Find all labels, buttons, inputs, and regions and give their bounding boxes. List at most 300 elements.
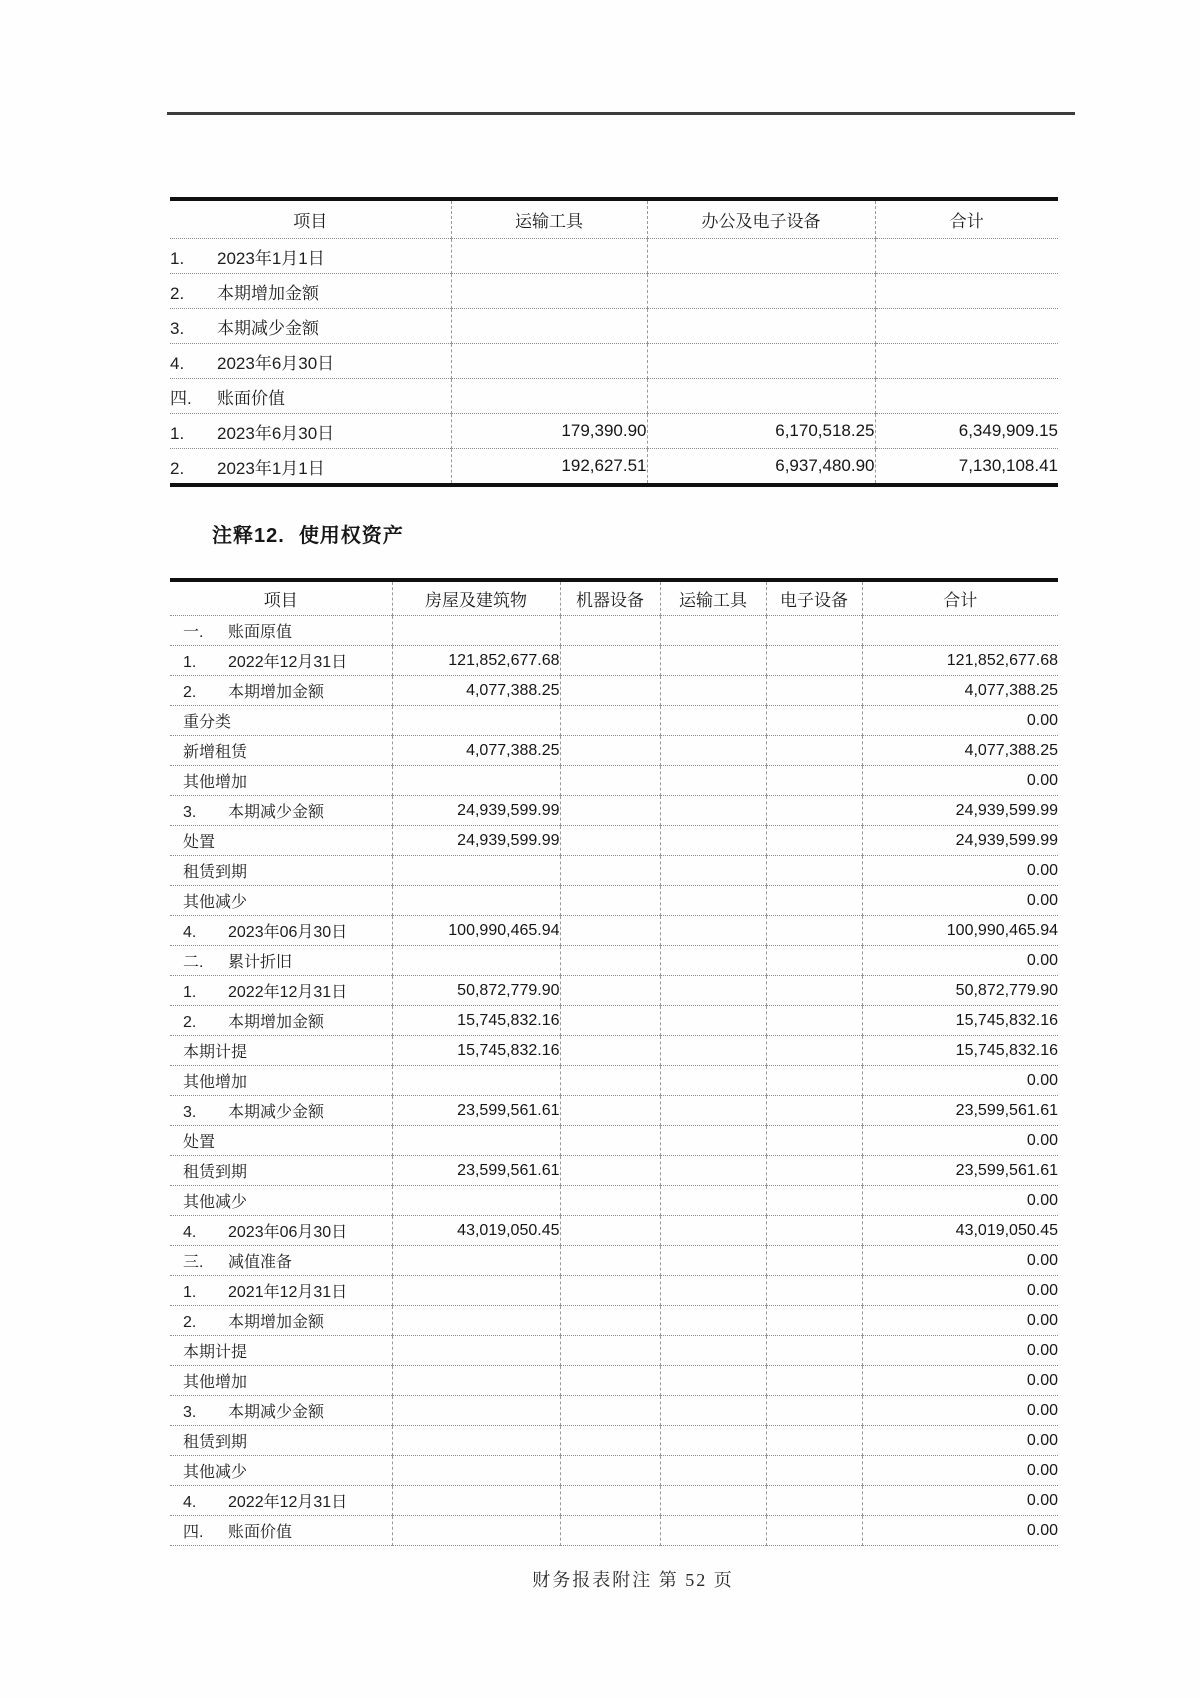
cell-value: 179,390.90 <box>451 414 647 449</box>
cell-value <box>392 1186 560 1216</box>
row-number: 1. <box>183 654 197 671</box>
row-label <box>170 736 392 766</box>
row-label-text: 本期增加金额 <box>217 283 319 303</box>
cell-value <box>766 646 862 676</box>
cell-value <box>660 1336 766 1366</box>
cell-value: 15,745,832.16 <box>392 1036 560 1066</box>
cell-value <box>875 379 1058 414</box>
cell-value <box>392 886 560 916</box>
row-label <box>170 886 392 916</box>
cell-value <box>766 1156 862 1186</box>
cell-value <box>766 1366 862 1396</box>
cell-value <box>560 1036 660 1066</box>
table-row <box>170 1006 1058 1036</box>
fixed-assets-table-body <box>170 239 1058 486</box>
row-label-text: 本期增加金额 <box>228 1314 325 1331</box>
cell-value: 15,745,832.16 <box>862 1036 1058 1066</box>
cell-value <box>560 736 660 766</box>
cell-value <box>392 1426 560 1456</box>
row-label <box>170 856 392 886</box>
table-row <box>170 1306 1058 1336</box>
row-label <box>170 1366 392 1396</box>
right-of-use-assets-table-header <box>170 580 1058 616</box>
cell-value <box>660 796 766 826</box>
cell-value <box>875 274 1058 309</box>
table-row <box>170 1186 1058 1216</box>
row-label <box>170 274 451 309</box>
cell-value <box>660 1126 766 1156</box>
cell-value <box>392 1516 560 1546</box>
cell-value: 100,990,465.94 <box>862 916 1058 946</box>
cell-value <box>660 1396 766 1426</box>
row-number: 4. <box>183 1494 197 1511</box>
table-row <box>170 379 1058 414</box>
row-label-text: 本期减少金额 <box>228 1404 325 1421</box>
cell-value <box>862 616 1058 646</box>
row-label-text: 2021年12月31日 <box>228 1284 348 1301</box>
cell-value <box>647 309 875 344</box>
cell-value <box>766 856 862 886</box>
page-header-rule <box>167 112 1075 115</box>
cell-value: 6,937,480.90 <box>647 449 875 486</box>
cell-value <box>647 274 875 309</box>
cell-value <box>660 916 766 946</box>
table-row <box>170 274 1058 309</box>
cell-value <box>766 916 862 946</box>
cell-value <box>560 826 660 856</box>
cell-value <box>766 796 862 826</box>
row-number: 3. <box>183 1404 197 1421</box>
cell-value <box>660 946 766 976</box>
column-header: 机器设备 <box>560 580 660 616</box>
row-label-text: 2023年06月30日 <box>228 1224 348 1241</box>
row-label <box>170 1246 392 1276</box>
cell-value <box>660 886 766 916</box>
row-label-text: 本期减少金额 <box>228 1104 325 1121</box>
cell-value: 0.00 <box>862 1276 1058 1306</box>
cell-value <box>766 976 862 1006</box>
cell-value: 4,077,388.25 <box>862 736 1058 766</box>
cell-value: 0.00 <box>862 1456 1058 1486</box>
row-label-text: 账面价值 <box>228 1524 293 1541</box>
row-number: 二. <box>183 954 204 971</box>
cell-value <box>560 1306 660 1336</box>
row-label-text: 账面原值 <box>228 624 293 641</box>
cell-value: 0.00 <box>862 1486 1058 1516</box>
cell-value <box>560 1366 660 1396</box>
row-label <box>170 706 392 736</box>
cell-value <box>660 1516 766 1546</box>
row-label-text: 2023年6月30日 <box>217 353 335 373</box>
row-label-text: 2023年1月1日 <box>217 458 325 478</box>
cell-value: 0.00 <box>862 1366 1058 1396</box>
row-number: 1. <box>183 1284 197 1301</box>
cell-value <box>660 1246 766 1276</box>
cell-value: 192,627.51 <box>451 449 647 486</box>
cell-value <box>560 1126 660 1156</box>
column-header: 运输工具 <box>451 199 647 239</box>
table-row <box>170 646 1058 676</box>
table-row <box>170 616 1058 646</box>
row-label <box>170 976 392 1006</box>
table-row <box>170 1486 1058 1516</box>
cell-value: 24,939,599.99 <box>862 796 1058 826</box>
cell-value: 24,939,599.99 <box>392 826 560 856</box>
table-row <box>170 916 1058 946</box>
section-heading <box>212 519 404 548</box>
column-header: 电子设备 <box>766 580 862 616</box>
cell-value <box>560 1336 660 1366</box>
cell-value <box>660 736 766 766</box>
table-row <box>170 1396 1058 1426</box>
cell-value <box>660 1006 766 1036</box>
row-label-text: 2023年6月30日 <box>217 423 335 443</box>
row-number: 2. <box>170 458 185 478</box>
table-row <box>170 766 1058 796</box>
cell-value: 0.00 <box>862 886 1058 916</box>
cell-value: 15,745,832.16 <box>392 1006 560 1036</box>
row-label-text: 本期增加金额 <box>228 684 325 701</box>
cell-value: 0.00 <box>862 946 1058 976</box>
cell-value <box>766 1456 862 1486</box>
table-row <box>170 736 1058 766</box>
page-footer: 财务报表附注 第 52 页 <box>532 1570 734 1590</box>
row-label-text: 其他增加 <box>183 774 248 791</box>
row-number: 2. <box>183 1014 197 1031</box>
table-row <box>170 1516 1058 1546</box>
row-label <box>170 796 392 826</box>
row-label <box>170 766 392 796</box>
cell-value <box>392 1246 560 1276</box>
cell-value: 0.00 <box>862 706 1058 736</box>
cell-value <box>660 856 766 886</box>
cell-value <box>560 916 660 946</box>
cell-value <box>392 1396 560 1426</box>
right-of-use-assets-table <box>170 578 1058 1546</box>
cell-value <box>766 1516 862 1546</box>
cell-value <box>766 1426 862 1456</box>
cell-value <box>647 239 875 274</box>
column-header: 项目 <box>170 199 451 239</box>
row-label <box>170 1276 392 1306</box>
row-label-text: 重分类 <box>183 714 232 731</box>
cell-value <box>875 239 1058 274</box>
row-label-text: 累计折旧 <box>228 954 293 971</box>
table-row <box>170 1276 1058 1306</box>
cell-value: 6,170,518.25 <box>647 414 875 449</box>
cell-value <box>766 1066 862 1096</box>
header-row <box>170 580 1058 616</box>
fixed-assets-table <box>170 197 1058 487</box>
row-label-text: 本期计提 <box>183 1344 248 1361</box>
cell-value: 50,872,779.90 <box>392 976 560 1006</box>
row-label <box>170 1036 392 1066</box>
row-label-text: 租赁到期 <box>183 1164 248 1181</box>
cell-value: 4,077,388.25 <box>862 676 1058 706</box>
cell-value: 0.00 <box>862 1246 1058 1276</box>
row-label <box>170 946 392 976</box>
row-number: 3. <box>183 1104 197 1121</box>
cell-value <box>451 344 647 379</box>
cell-value <box>560 1426 660 1456</box>
row-label-text: 2022年12月31日 <box>228 654 348 671</box>
row-label <box>170 676 392 706</box>
row-label <box>170 1396 392 1426</box>
row-number: 3. <box>183 804 197 821</box>
cell-value: 4,077,388.25 <box>392 736 560 766</box>
cell-value <box>392 1336 560 1366</box>
cell-value <box>560 1516 660 1546</box>
table-row <box>170 1456 1058 1486</box>
cell-value <box>660 826 766 856</box>
cell-value <box>660 1486 766 1516</box>
cell-value <box>560 1186 660 1216</box>
cell-value <box>660 1066 766 1096</box>
table-row <box>170 1066 1058 1096</box>
cell-value <box>451 274 647 309</box>
cell-value <box>766 766 862 796</box>
header-row <box>170 199 1058 239</box>
cell-value: 100,990,465.94 <box>392 916 560 946</box>
table-row <box>170 1126 1058 1156</box>
cell-value <box>392 856 560 886</box>
section-title: 使用权资产 <box>298 525 404 547</box>
cell-value <box>766 1306 862 1336</box>
row-number: 三. <box>183 1254 204 1271</box>
cell-value: 0.00 <box>862 1186 1058 1216</box>
cell-value <box>451 239 647 274</box>
row-number: 2. <box>170 283 185 303</box>
row-label-text: 本期减少金额 <box>228 804 325 821</box>
cell-value <box>392 1456 560 1486</box>
cell-value <box>560 1216 660 1246</box>
row-label <box>170 449 451 486</box>
cell-value <box>766 1186 862 1216</box>
cell-value: 23,599,561.61 <box>862 1156 1058 1186</box>
row-number: 四. <box>183 1524 204 1541</box>
cell-value: 0.00 <box>862 1516 1058 1546</box>
cell-value <box>766 1216 862 1246</box>
table-row <box>170 344 1058 379</box>
row-label-text: 处置 <box>183 1134 216 1151</box>
row-label-text: 减值准备 <box>228 1254 293 1271</box>
table-row <box>170 449 1058 486</box>
cell-value <box>660 706 766 736</box>
table-row <box>170 1156 1058 1186</box>
table-row <box>170 946 1058 976</box>
cell-value <box>392 1066 560 1096</box>
row-label <box>170 239 451 274</box>
table-row <box>170 309 1058 344</box>
cell-value <box>660 766 766 796</box>
row-label-text: 账面价值 <box>217 388 285 408</box>
row-label-text: 处置 <box>183 834 216 851</box>
row-number: 4. <box>170 353 185 373</box>
cell-value <box>766 1336 862 1366</box>
cell-value <box>392 1486 560 1516</box>
row-label <box>170 1486 392 1516</box>
table-row <box>170 796 1058 826</box>
cell-value <box>766 676 862 706</box>
cell-value <box>392 1276 560 1306</box>
table-row <box>170 414 1058 449</box>
row-label <box>170 379 451 414</box>
cell-value <box>660 616 766 646</box>
row-label <box>170 1456 392 1486</box>
cell-value <box>560 856 660 886</box>
cell-value <box>766 1276 862 1306</box>
cell-value <box>660 1456 766 1486</box>
cell-value <box>560 976 660 1006</box>
right-of-use-assets-table-body <box>170 616 1058 1546</box>
cell-value <box>392 766 560 796</box>
cell-value <box>560 1066 660 1096</box>
row-label-text: 2023年06月30日 <box>228 924 348 941</box>
row-label-text: 本期计提 <box>183 1044 248 1061</box>
row-number: 2. <box>183 684 197 701</box>
row-number: 1. <box>183 984 197 1001</box>
cell-value <box>766 1006 862 1036</box>
row-label <box>170 616 392 646</box>
cell-value: 24,939,599.99 <box>862 826 1058 856</box>
cell-value <box>766 1036 862 1066</box>
row-label <box>170 1336 392 1366</box>
row-label <box>170 1126 392 1156</box>
cell-value <box>560 1096 660 1126</box>
row-label <box>170 1156 392 1186</box>
row-label-text: 本期减少金额 <box>217 318 319 338</box>
row-label-text: 2022年12月31日 <box>228 1494 348 1511</box>
row-label-text: 租赁到期 <box>183 1434 248 1451</box>
row-number: 1. <box>170 248 185 268</box>
table-row <box>170 239 1058 274</box>
cell-value <box>560 766 660 796</box>
row-label-text: 新增租赁 <box>183 744 248 761</box>
cell-value: 0.00 <box>862 1336 1058 1366</box>
row-label <box>170 309 451 344</box>
table-row <box>170 1216 1058 1246</box>
cell-value: 4,077,388.25 <box>392 676 560 706</box>
cell-value <box>392 1366 560 1396</box>
table-row <box>170 1096 1058 1126</box>
cell-value <box>766 1396 862 1426</box>
fixed-assets-table-header <box>170 199 1058 239</box>
row-label <box>170 1306 392 1336</box>
column-header: 房屋及建筑物 <box>392 580 560 616</box>
section-number: 注释12. <box>212 525 285 547</box>
row-label <box>170 1186 392 1216</box>
cell-value <box>451 309 647 344</box>
table-row <box>170 676 1058 706</box>
row-number: 4. <box>183 924 197 941</box>
cell-value <box>766 946 862 976</box>
cell-value: 0.00 <box>862 1126 1058 1156</box>
row-label <box>170 916 392 946</box>
cell-value <box>560 706 660 736</box>
cell-value <box>660 1156 766 1186</box>
table-row <box>170 856 1058 886</box>
column-header: 合计 <box>862 580 1058 616</box>
cell-value <box>766 1486 862 1516</box>
row-label <box>170 646 392 676</box>
cell-value <box>647 379 875 414</box>
cell-value <box>660 1306 766 1336</box>
cell-value <box>660 1096 766 1126</box>
cell-value: 0.00 <box>862 1306 1058 1336</box>
cell-value: 50,872,779.90 <box>862 976 1058 1006</box>
cell-value: 15,745,832.16 <box>862 1006 1058 1036</box>
cell-value <box>766 1126 862 1156</box>
row-label-text: 其他增加 <box>183 1374 248 1391</box>
row-label-text: 其他减少 <box>183 1464 248 1481</box>
cell-value: 121,852,677.68 <box>862 646 1058 676</box>
row-label-text: 2023年1月1日 <box>217 248 325 268</box>
row-number: 3. <box>170 318 185 338</box>
cell-value <box>660 1366 766 1396</box>
row-label <box>170 414 451 449</box>
row-number: 一. <box>183 624 204 641</box>
cell-value: 0.00 <box>862 1396 1058 1426</box>
table-row <box>170 706 1058 736</box>
cell-value <box>660 1036 766 1066</box>
cell-value <box>560 1456 660 1486</box>
column-header: 运输工具 <box>660 580 766 616</box>
cell-value: 23,599,561.61 <box>392 1156 560 1186</box>
table-row <box>170 976 1058 1006</box>
cell-value <box>560 1396 660 1426</box>
cell-value <box>766 736 862 766</box>
row-number: 1. <box>170 423 185 443</box>
row-label-text: 其他增加 <box>183 1074 248 1091</box>
cell-value <box>647 344 875 379</box>
column-header: 项目 <box>170 580 392 616</box>
cell-value <box>660 1186 766 1216</box>
cell-value: 121,852,677.68 <box>392 646 560 676</box>
cell-value <box>560 1156 660 1186</box>
column-header: 办公及电子设备 <box>647 199 875 239</box>
cell-value: 7,130,108.41 <box>875 449 1058 486</box>
cell-value: 23,599,561.61 <box>392 1096 560 1126</box>
row-number: 2. <box>183 1314 197 1331</box>
cell-value <box>560 796 660 826</box>
cell-value: 0.00 <box>862 1066 1058 1096</box>
cell-value <box>560 646 660 676</box>
cell-value <box>660 676 766 706</box>
row-label <box>170 1216 392 1246</box>
table-row <box>170 826 1058 856</box>
table-row <box>170 1246 1058 1276</box>
cell-value <box>560 1486 660 1516</box>
cell-value <box>392 946 560 976</box>
cell-value <box>392 1126 560 1156</box>
cell-value <box>875 309 1058 344</box>
cell-value: 0.00 <box>862 766 1058 796</box>
cell-value <box>660 1426 766 1456</box>
cell-value: 0.00 <box>862 1426 1058 1456</box>
cell-value <box>660 976 766 1006</box>
cell-value <box>392 1306 560 1336</box>
table-row <box>170 1036 1058 1066</box>
table-row <box>170 1426 1058 1456</box>
cell-value <box>766 1096 862 1126</box>
cell-value: 0.00 <box>862 856 1058 886</box>
cell-value <box>766 1246 862 1276</box>
row-label-text: 其他减少 <box>183 1194 248 1211</box>
cell-value <box>766 886 862 916</box>
cell-value <box>766 706 862 736</box>
cell-value: 43,019,050.45 <box>862 1216 1058 1246</box>
cell-value <box>560 1276 660 1306</box>
